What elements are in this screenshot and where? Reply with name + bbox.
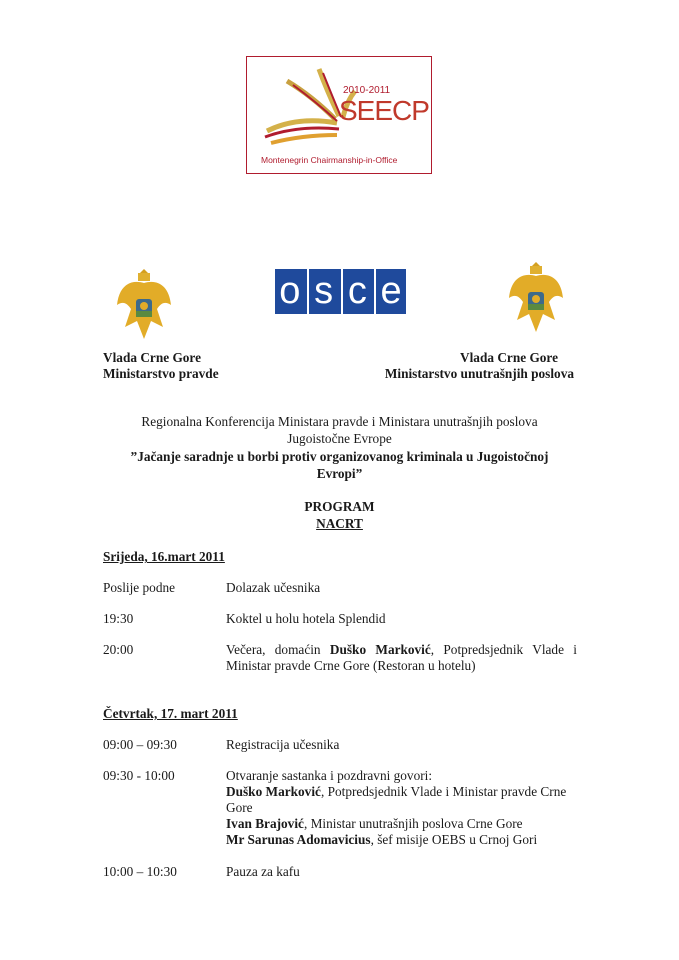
header-left-government: Vlada Crne Gore — [103, 350, 201, 365]
conference-title: ”Jačanje saradnje u borbi protiv organizovanog kriminala u Jugoistočnoj — [130, 449, 549, 464]
agenda-desc — [226, 768, 577, 848]
speaker-role: , Ministar unutrašnjih poslova Crne Gore — [303, 816, 523, 831]
speaker-name: Ivan Brajović — [226, 816, 304, 831]
seecp-logo — [246, 56, 432, 174]
speaker — [226, 832, 577, 848]
conference-title-cont: Evropi” — [316, 465, 363, 481]
montenegro-coat-of-arms-icon — [113, 265, 175, 345]
conference-region: Jugoistočne Evrope — [287, 430, 392, 446]
conference-name: Regionalna Konferencija Ministara pravde i Ministara unutrašnjih poslova — [141, 414, 538, 429]
speaker-role: , Potpredsjednik Vlade i Ministar pravde Crne Gore — [226, 784, 567, 815]
desc-text: Večera, domaćin — [226, 642, 330, 657]
header-left — [103, 350, 219, 382]
header-left-ministry: Ministarstvo pravde — [103, 366, 219, 381]
agenda-time: 09:00 – 09:30 — [103, 737, 177, 752]
agenda-desc: Dolazak učesnika — [226, 580, 321, 595]
intro — [0, 414, 679, 532]
program-heading: PROGRAM — [304, 499, 375, 514]
day-heading: Četvrtak, 17. mart 2011 — [103, 706, 238, 721]
speaker — [226, 784, 577, 816]
header-right-ministry: Ministarstvo unutrašnjih poslova — [384, 366, 574, 381]
agenda-time: 19:30 — [103, 611, 134, 626]
osce-letter: e — [374, 269, 406, 314]
agenda-desc: Koktel u holu hotela Splendid — [226, 611, 386, 626]
desc-text: , Potpredsjednik Vlade i Ministar pravde Crne Gore (Restoran u hotelu) — [226, 642, 577, 673]
speaker-name: Duško Marković — [226, 784, 321, 799]
header-right-government: Vlada Crne Gore — [460, 350, 558, 365]
agenda-time: 10:00 – 10:30 — [103, 864, 177, 879]
osce-logo — [275, 269, 406, 314]
draft-heading: NACRT — [316, 515, 363, 531]
agenda-time: 20:00 — [103, 642, 134, 657]
seecp-name: SEECP — [339, 95, 429, 126]
seecp-subtitle: Montenegrin Chairmanship-in-Office — [261, 155, 398, 165]
speaker-name: Mr Sarunas Adomavicius — [226, 832, 371, 847]
agenda-time: 09:30 - 10:00 — [103, 768, 175, 783]
host-name: Duško Marković — [329, 642, 431, 657]
osce-letter: o — [275, 269, 305, 314]
seecp-years: 2010-2011 — [343, 85, 391, 96]
osce-letter: s — [307, 269, 339, 314]
desc-text: Otvaranje sastanka i pozdravni govori: — [226, 768, 433, 783]
agenda-desc: Registracija učesnika — [226, 737, 340, 752]
osce-letter: c — [341, 269, 373, 314]
agenda-desc: Pauza za kafu — [226, 864, 300, 879]
agenda-desc — [226, 642, 577, 674]
agenda-time: Poslije podne — [103, 580, 176, 595]
speaker-role: , šef misije OEBS u Crnoj Gori — [370, 832, 538, 847]
speaker — [226, 816, 577, 832]
day-heading: Srijeda, 16.mart 2011 — [103, 549, 225, 564]
header-right — [385, 350, 574, 382]
montenegro-coat-of-arms-icon — [505, 258, 567, 338]
